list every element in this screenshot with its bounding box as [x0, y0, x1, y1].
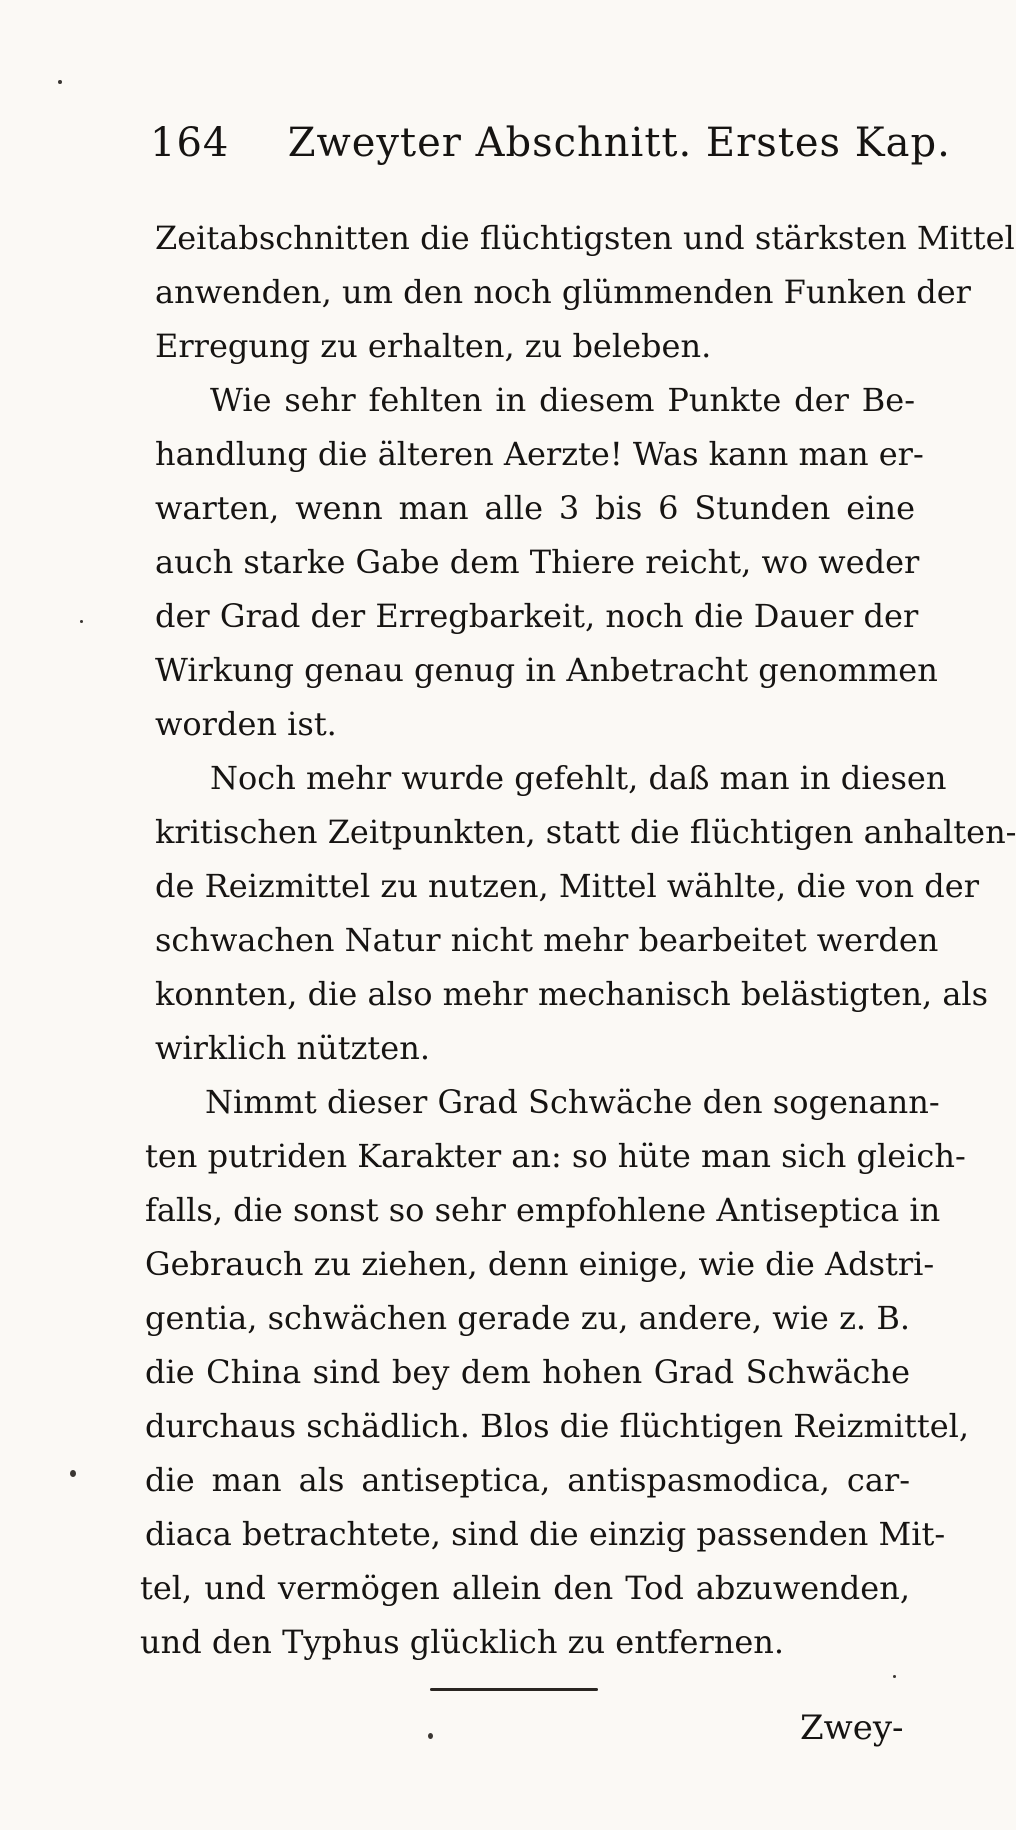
text-line: konnten, die also mehr mechanisch belästigten, als — [155, 975, 989, 1013]
text-line: falls, die sonst so sehr empfohlene Antiseptica in — [145, 1191, 941, 1229]
text-line: anwenden, um den noch glümmenden Funken der — [155, 273, 971, 311]
ink-speck — [80, 620, 83, 623]
text-line: durchaus schädlich. Blos die flüchtigen Reizmittel, — [145, 1407, 970, 1445]
text-line: auch starke Gabe dem Thiere reicht, wo weder — [155, 543, 920, 581]
closing-rule — [430, 1688, 598, 1691]
text-line-short: wirklich nützten. — [155, 1029, 430, 1067]
text-line-short: worden ist. — [155, 705, 337, 743]
text-line: ten putriden Karakter an: so hüte man sich gleich- — [145, 1137, 966, 1175]
text-line: die man als antiseptica, antispasmodica, car- — [145, 1461, 910, 1499]
text-line: gentia, schwächen gerade zu, andere, wie z. B. — [145, 1299, 910, 1337]
text-line: handlung die älteren Aerzte! Was kann man er- — [155, 435, 924, 473]
text-line: Gebrauch zu ziehen, denn einige, wie die Adstri- — [145, 1245, 935, 1283]
page-number: 164 — [150, 120, 230, 166]
catchword: Zwey- — [800, 1708, 904, 1748]
text-line: Zeitabschnitten die flüchtigsten und stärksten Mittel — [155, 219, 1015, 257]
ink-speck — [70, 1470, 76, 1477]
text-line: tel, und vermögen allein den Tod abzuwenden, — [140, 1569, 910, 1607]
text-line: schwachen Natur nicht mehr bearbeitet werden — [155, 921, 939, 959]
paragraph-first-line: Noch mehr wurde gefehlt, daß man in diesen — [210, 759, 947, 797]
ink-speck — [428, 1733, 433, 1739]
ink-speck — [58, 80, 62, 84]
text-line: de Reizmittel zu nutzen, Mittel wählte, die von der — [155, 867, 980, 905]
ink-speck — [893, 1675, 896, 1678]
paragraph-first-line: Wie sehr fehlten in diesem Punkte der Be- — [210, 381, 915, 419]
text-line: der Grad der Erregbarkeit, noch die Dauer der — [155, 597, 919, 635]
text-line: die China sind bey dem hohen Grad Schwäche — [145, 1353, 910, 1391]
text-line: warten, wenn man alle 3 bis 6 Stunden eine — [155, 489, 915, 527]
text-line-short: Erregung zu erhalten, zu beleben. — [155, 327, 712, 365]
paragraph-first-line: Nimmt dieser Grad Schwäche den sogenann- — [205, 1083, 940, 1121]
text-line: diaca betrachtete, sind die einzig passenden Mit- — [145, 1515, 946, 1553]
text-line: kritischen Zeitpunkten, statt die flüchtigen anhalten- — [155, 813, 1016, 851]
running-title: Zweyter Abschnitt. Erstes Kap. — [287, 120, 951, 166]
text-line-short: und den Typhus glücklich zu entfernen. — [140, 1623, 785, 1661]
text-line: Wirkung genau genug in Anbetracht genommen — [155, 651, 938, 689]
